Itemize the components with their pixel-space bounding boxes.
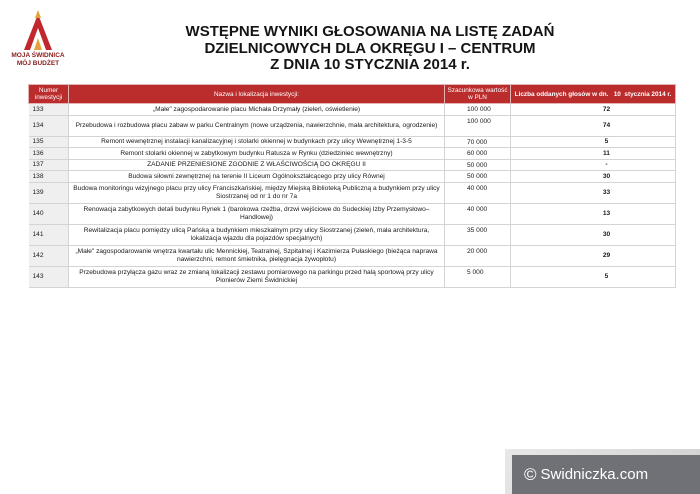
cell-name: Przebudowa i rozbudowa placu zabaw w parku Centralnym (nowe urządzenia, nawierzchnie, mała architektura, ogrodzenie) xyxy=(69,115,445,136)
cell-votes: 29 xyxy=(511,245,676,266)
cell-votes: 72 xyxy=(511,104,676,116)
table-row xyxy=(29,115,676,136)
cell-votes: 5 xyxy=(511,266,676,287)
title-line-3: Z DNIA 10 STYCZNIA 2014 r. xyxy=(270,56,470,73)
title-line-2: DZIELNICOWYCH DLA OKRĘGU I – CENTRUM xyxy=(204,39,536,57)
cell-number: 140 xyxy=(29,203,69,224)
cell-number: 137 xyxy=(29,159,69,171)
cell-votes: 33 xyxy=(511,182,676,203)
cell-cost: 100 000 xyxy=(445,115,511,136)
table-row xyxy=(29,159,676,171)
cell-number: 134 xyxy=(29,115,69,136)
cell-votes: 74 xyxy=(511,115,676,136)
table-row xyxy=(29,171,676,183)
results-table xyxy=(28,84,676,288)
cell-cost: 100 000 xyxy=(445,104,511,116)
cell-name: „Małe" zagospodarowanie wnętrza kwartału ulic Mennickiej, Teatralnej, Szpitalnej i Kazimierza Pułaskiego (bieżąca naprawa nawierzchni, remont śmietnika, pielęgnacja żywopłotu) xyxy=(69,245,445,266)
header-votes xyxy=(511,85,676,104)
cell-cost: 40 000 xyxy=(445,203,511,224)
cell-name: „Małe" zagospodarowanie placu Michała Drzymały (zieleń, oświetlenie) xyxy=(69,104,445,116)
header-votes-suffix: stycznia 2014 r. xyxy=(624,90,672,98)
table-body xyxy=(29,104,676,288)
cell-cost: 35 000 xyxy=(445,224,511,245)
table-row xyxy=(29,245,676,266)
cell-votes: 30 xyxy=(511,224,676,245)
cell-number: 143 xyxy=(29,266,69,287)
cell-votes: - xyxy=(511,159,676,171)
header-number: Numer inwestycji xyxy=(29,85,69,104)
cell-name: Budowa siłowni zewnętrznej na terenie II Liceum Ogólnokształcącego przy ulicy Równej xyxy=(69,171,445,183)
cell-name: ZADANIE PRZENIESIONE ZGODNIE Z WŁAŚCIWOŚCIĄ DO OKRĘGU II xyxy=(69,159,445,171)
cell-name: Rewitalizacja placu pomiędzy ulicą Pańską a budynkiem mieszkalnym przy ulicy Siostrzanej (zieleń, mała architektura, lokalizacja wjazdu dla pojazdów specjalnych) xyxy=(69,224,445,245)
cell-name: Przebudowa przyłącza gazu wraz ze zmianą lokalizacji zestawu pomiarowego na parkingu przed halą sportową przy ulicy Pionierów Ziemi Świdnickiej xyxy=(69,266,445,287)
cell-name: Remont wewnętrznej instalacji kanalizacyjnej i stolarki okiennej w budynkach przy ulicy Wewnętrznej 1-3-5 xyxy=(69,136,445,148)
cell-number: 141 xyxy=(29,224,69,245)
cell-number: 133 xyxy=(29,104,69,116)
header-votes-prefix: Liczba oddanych głosów w dn. xyxy=(514,90,609,98)
table-row xyxy=(29,182,676,203)
cell-number: 138 xyxy=(29,171,69,183)
cell-cost: 20 000 xyxy=(445,245,511,266)
table-row xyxy=(29,136,676,148)
cell-cost: 70 000 xyxy=(445,136,511,148)
logo-line-2: MÓJ BUDŻET xyxy=(16,59,60,67)
cell-name: Renowacja zabytkowych detali budynku Rynek 1 (barokowa rzeźba, drzwi wejściowe do Sudeckiej Izby Przemysłowo–Handlowej) xyxy=(69,203,445,224)
cell-cost: 40 000 xyxy=(445,182,511,203)
cell-votes: 30 xyxy=(511,171,676,183)
table-row xyxy=(29,224,676,245)
table-row xyxy=(29,104,676,116)
cell-number: 139 xyxy=(29,182,69,203)
cell-cost: 60 000 xyxy=(445,148,511,160)
title-line-1: WSTĘPNE WYNIKI GŁOSOWANIA NA LISTĘ ZADAŃ xyxy=(185,23,555,40)
cell-number: 142 xyxy=(29,245,69,266)
budget-logo xyxy=(4,10,72,72)
watermark xyxy=(512,455,700,494)
cell-cost: 50 000 xyxy=(445,171,511,183)
logo-line-1: MOJA ŚWIDNICA xyxy=(11,52,65,59)
watermark-text: Swidniczka.com xyxy=(540,466,649,483)
copyright-icon: © xyxy=(524,464,537,484)
cell-votes: 13 xyxy=(511,203,676,224)
table-row xyxy=(29,266,676,287)
cell-number: 136 xyxy=(29,148,69,160)
table-header-row xyxy=(29,85,676,104)
cell-name: Remont stolarki okiennej w zabytkowym budynku Ratusza w Rynku (dziedziniec wewnętrzny) xyxy=(69,148,445,160)
cell-votes: 5 xyxy=(511,136,676,148)
table-row xyxy=(29,203,676,224)
header-cost: Szacunkowa wartość w PLN xyxy=(445,85,511,104)
cell-votes: 11 xyxy=(511,148,676,160)
crown-flame-icon xyxy=(18,10,58,52)
cell-name: Budowa monitoringu wizyjnego placu przy ulicy Franciszkańskiej, między Miejską Biblioteką Publiczną a budynkiem przy ulicy Siostrzanej od nr 1 do nr 7a xyxy=(69,182,445,203)
header-name: Nazwa i lokalizacja inwestycji: xyxy=(69,85,445,104)
table-row xyxy=(29,148,676,160)
cell-cost: 5 000 xyxy=(445,266,511,287)
cell-cost: 50 000 xyxy=(445,159,511,171)
page-title xyxy=(120,24,620,74)
cell-number: 135 xyxy=(29,136,69,148)
header-votes-day: 10 xyxy=(613,90,621,98)
